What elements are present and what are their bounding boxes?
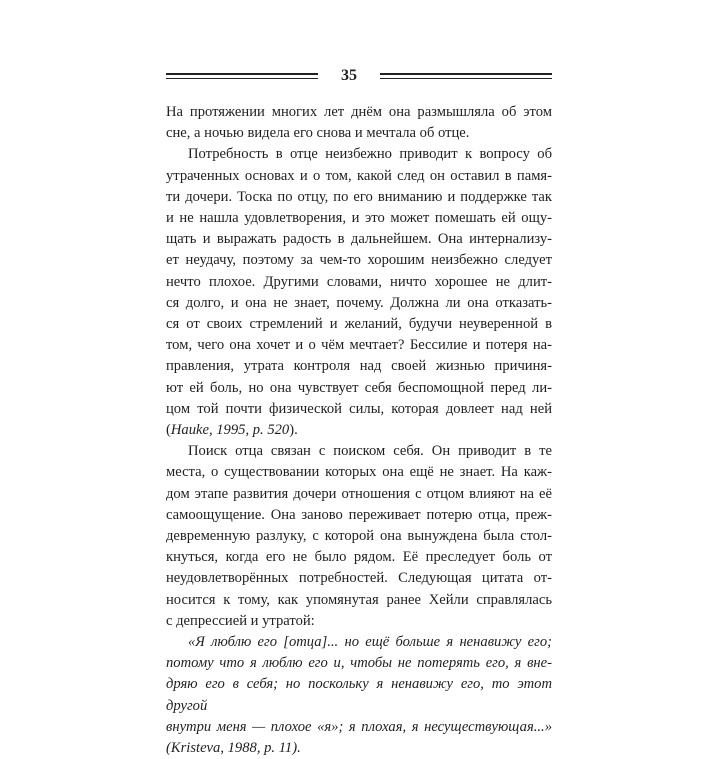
- text-line: ют ей боль, но она чувствует себя беспомощной перед ли-: [166, 379, 552, 396]
- text-line: кнуться, когда его не было рядом. Её преследует боль от: [166, 549, 552, 566]
- text-line: неудовлетворённых потребностей. Следующая цитата от-: [166, 570, 552, 587]
- text-line: утраченных основах и о том, какой след он оставил в памя-: [166, 167, 552, 184]
- text-line: На протяжении многих лет днём она размышляла об этом: [166, 104, 552, 120]
- text-line: нечто плохое. Другими словами, ничто хорошее не длит-: [166, 273, 552, 290]
- paragraph-2: [166, 144, 552, 441]
- citation: (Kristeva, 1988, p. 11).: [166, 740, 301, 757]
- text-line: с депрессией и утратой:: [166, 612, 315, 629]
- text-line: щать и выражать радость в дальнейшем. Она интернализу-: [166, 231, 552, 248]
- quote-line: дряю его в себя; но поскольку я ненавижу его, то этот другой: [166, 676, 552, 714]
- text-line: дом этапе развития дочери отношения с отцом влияют на её: [166, 485, 552, 502]
- text-line: цом той почти физической силы, которая довлеет над ней: [166, 400, 552, 417]
- paragraph-3: [166, 441, 552, 632]
- header-rule-right: [380, 73, 552, 79]
- quote-line: «Я люблю его [отца]... но ещё больше я ненавижу его;: [188, 634, 552, 651]
- citation: (Hauke, 1995, p. 520).: [166, 422, 298, 439]
- quote-line: внутри меня — плохое «я»; я плохая, я несуществующая...»: [166, 718, 552, 735]
- text-line: ся долго, и она не знает, почему. Должна ли она отказать-: [166, 294, 552, 311]
- text-line: ет неудачу, поэтому за чем-то хорошим неизбежно следует: [166, 252, 552, 269]
- header-rule-left: [166, 73, 318, 79]
- paragraph-1: [166, 102, 552, 144]
- text-line: места, о существовании которых она ещё не знает. На каж-: [166, 464, 552, 481]
- text-line: ти дочери. Тоска по отцу, по его вниманию и поддержке так: [166, 188, 552, 205]
- text-line: ся от своих стремлений и желаний, будучи неуверенной в: [166, 316, 552, 333]
- text-line: и не нашла удовлетворения, и это может помешать ей ощу-: [166, 210, 552, 227]
- text-line: девременную разлуку, с которой она вынуждена была стол-: [166, 528, 552, 545]
- text-line: том, чего она хочет и о чём мечтает? Бессилие и потеря на-: [166, 337, 552, 354]
- text-line: Потребность в отце неизбежно приводит к вопросу об: [188, 146, 552, 163]
- text-line: сне, а ночью видела его снова и мечтала об отце.: [166, 125, 470, 142]
- page-number: 35: [341, 67, 357, 84]
- block-quote: [166, 632, 552, 759]
- body-text: [166, 102, 552, 759]
- page-header: [166, 66, 552, 88]
- text-line: самоощущение. Она заново переживает потерю отца, преж-: [166, 506, 552, 523]
- text-line: носится к тому, как упомянутая ранее Хейли справлялась: [166, 591, 552, 608]
- text-line: Поиск отца связан с поиском себя. Он приводит в те: [188, 443, 552, 460]
- text-line: правления, утрата контроля над своей жизнью причиня-: [166, 358, 552, 375]
- quote-line: потому что я люблю его и, чтобы не потерять его, я вне-: [166, 655, 552, 672]
